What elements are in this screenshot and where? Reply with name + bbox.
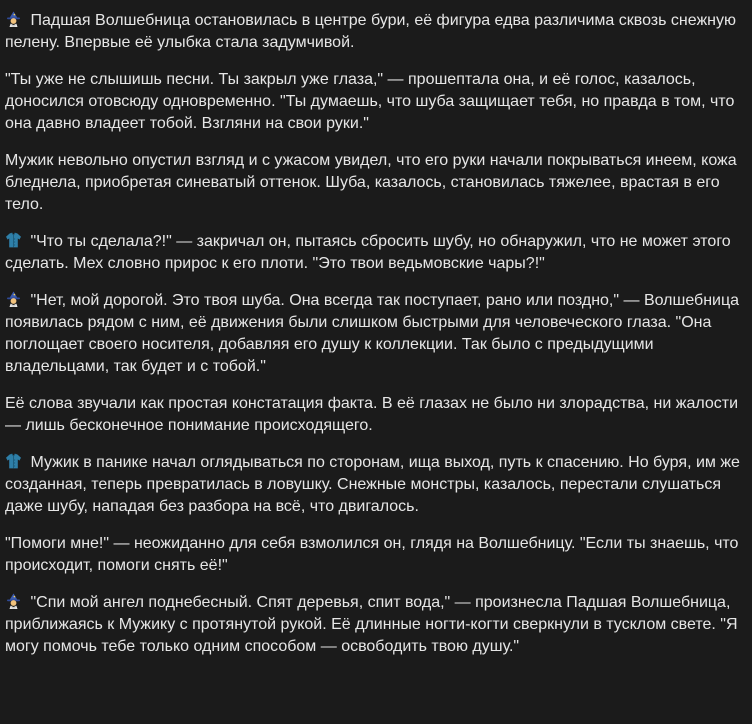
mage-icon xyxy=(5,11,22,27)
story-paragraph xyxy=(5,592,747,658)
paragraph-text: "Что ты сделала?!" — закричал он, пытаясь сбросить шубу, но обнаружил, что не может этого сделать. Мех словно прирос к его плоти. "Это твои ведьмовские чары?!" xyxy=(5,233,731,272)
paragraph-text: Мужик в панике начал оглядываться по сторонам, ища выход, путь к спасению. Но буря, им же созданная, теперь превратилась в ловушку. Снежные монстры, казалось, перестали слушаться даже шубу, нападая без разбора на всё, что двигалось. xyxy=(5,454,740,515)
story-paragraph xyxy=(5,533,747,577)
coat-icon xyxy=(5,453,22,469)
story-paragraph xyxy=(5,290,747,378)
paragraph-text: Мужик невольно опустил взгляд и с ужасом увидел, что его руки начали покрываться инеем, кожа бледнела, приобретая синеватый оттенок. Шуба, казалось, становилась тяжелее, врастая в его тело. xyxy=(5,152,737,213)
story-paragraph xyxy=(5,69,747,135)
mage-icon xyxy=(5,291,22,307)
story-paragraph xyxy=(5,452,747,518)
story-paragraph xyxy=(5,231,747,275)
paragraph-text: "Помоги мне!" — неожиданно для себя взмолился он, глядя на Волшебницу. "Если ты знаешь, что происходит, помоги снять её!" xyxy=(5,535,739,574)
story-paragraph xyxy=(5,150,747,216)
paragraph-text: Падшая Волшебница остановилась в центре бури, её фигура едва различима сквозь снежную пелену. Впервые её улыбка стала задумчивой. xyxy=(5,12,737,51)
paragraph-text: "Спи мой ангел поднебесный. Спят деревья, спит вода," — произнесла Падшая Волшебница, приближаясь к Мужику с протянутой рукой. Её длинные ногти-когти сверкнули в тусклом свете. "Я могу помочь тебе только одним способом — освободить твою душу." xyxy=(5,594,738,655)
coat-icon xyxy=(5,232,22,248)
paragraph-text: Её слова звучали как простая констатация факта. В её глазах не было ни злорадства, ни жалости — лишь бесконечное понимание происходящего. xyxy=(5,395,739,434)
story-paragraph xyxy=(5,393,747,437)
story-paragraph xyxy=(5,10,747,54)
mage-icon xyxy=(5,593,22,609)
paragraph-text: "Нет, мой дорогой. Это твоя шуба. Она всегда так поступает, рано или поздно," — Волшебница появилась рядом с ним, её движения были слишком быстрыми для человеческого глаза. "Она поглощает своего носителя, добавляя его душу к коллекции. Так было с предыдущими владельцами, так будет и с тобой." xyxy=(5,292,740,375)
paragraph-text: "Ты уже не слышишь песни. Ты закрыл уже глаза," — прошептала она, и её голос, казалось, доносился отовсюду одновременно. "Ты думаешь, что шуба защищает тебя, но правда в том, что она давно владеет тобой. Взгляни на свои руки." xyxy=(5,71,735,132)
story-text xyxy=(5,10,747,673)
